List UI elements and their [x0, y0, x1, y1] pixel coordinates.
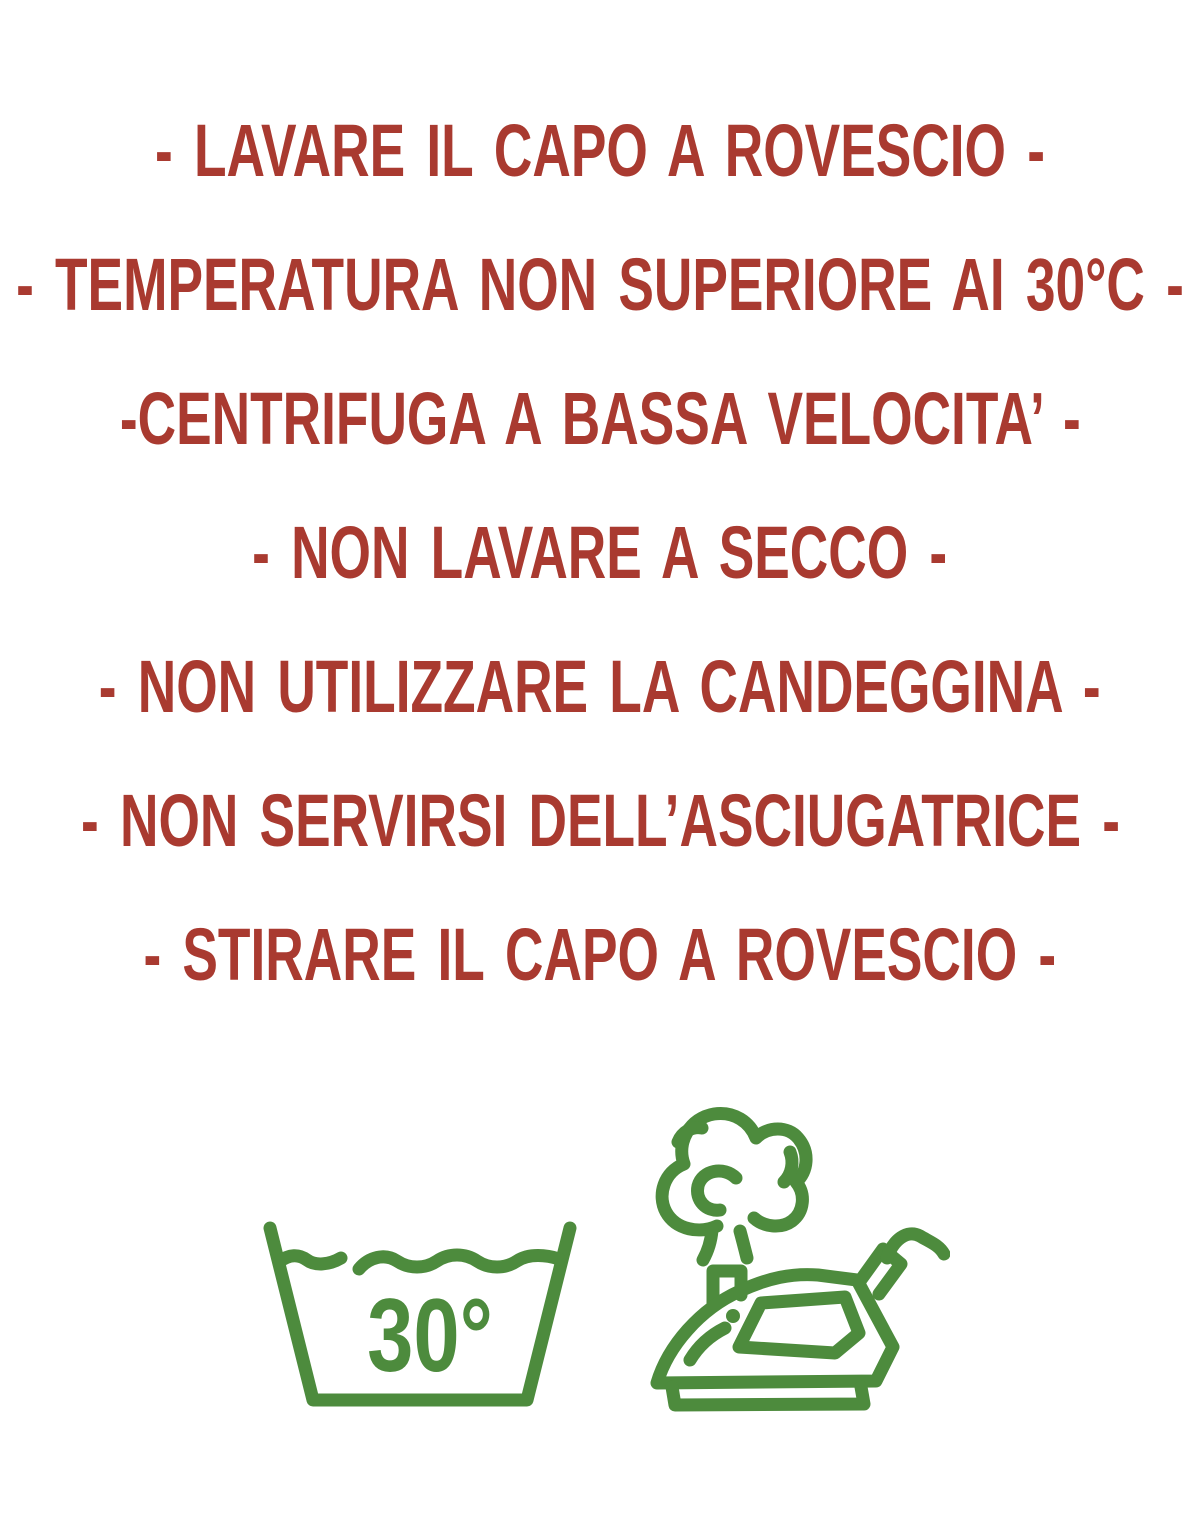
care-instruction-line [0, 83, 1200, 217]
steam-iron-icon [640, 1090, 950, 1420]
care-instruction-line [0, 217, 1200, 351]
instruction-iron-inside-out: - STIRARE IL CAPO A ROVESCIO - [143, 912, 1057, 996]
wash-basin-30-degrees-icon [255, 1215, 595, 1415]
instruction-wash-inside-out: - LAVARE IL CAPO A ROVESCIO - [155, 108, 1045, 192]
instruction-no-dry-clean: - NON LAVARE A SECCO - [252, 510, 948, 594]
instruction-no-tumble-dry: - NON SERVIRSI DELL’ASCIUGATRICE - [80, 778, 1120, 862]
instruction-low-spin: -CENTRIFUGA A BASSA VELOCITA’ - [119, 376, 1081, 460]
care-instruction-line [0, 887, 1200, 1021]
care-instruction-line [0, 485, 1200, 619]
instruction-max-temperature: - TEMPERATURA NON SUPERIORE AI 30°C - [16, 242, 1184, 326]
basin-temperature-label: 30° [367, 1277, 493, 1394]
care-instruction-line [0, 351, 1200, 485]
care-instruction-line [0, 753, 1200, 887]
instruction-no-bleach: - NON UTILIZZARE LA CANDEGGINA - [99, 644, 1101, 728]
care-instruction-line [0, 619, 1200, 753]
care-instructions-list [0, 83, 1200, 1021]
